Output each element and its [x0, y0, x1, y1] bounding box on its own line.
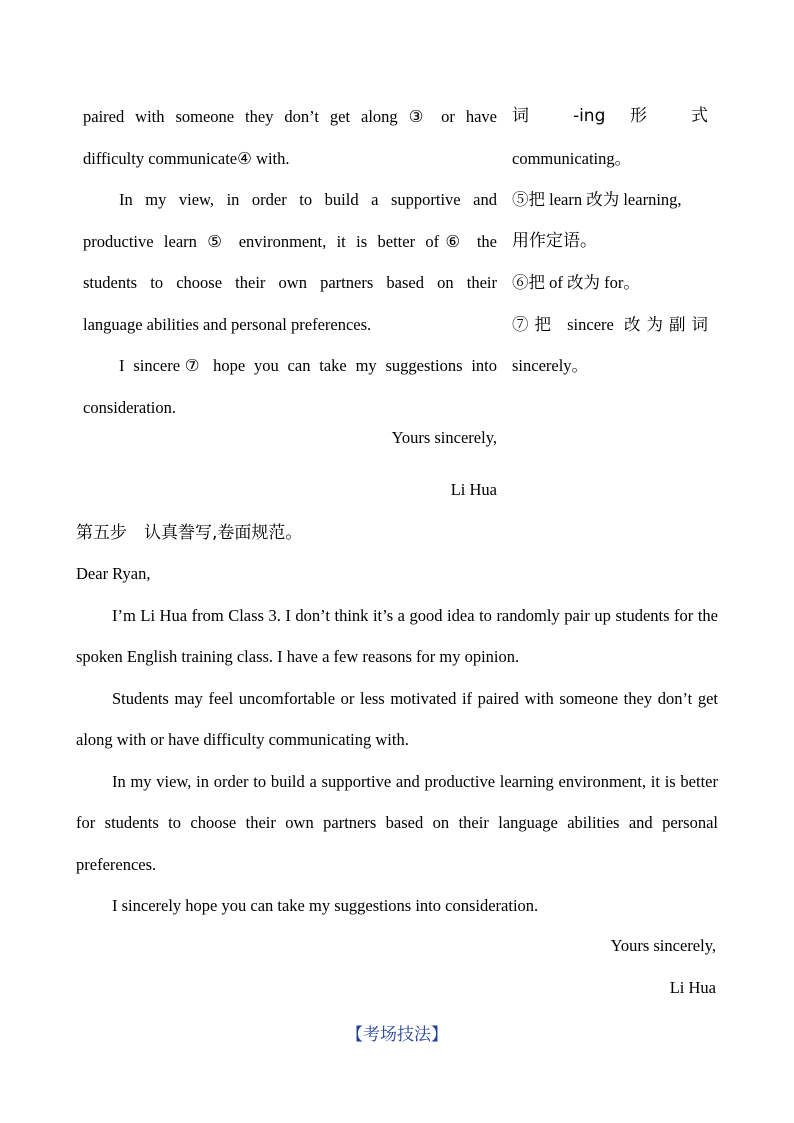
correction-note: ⑤把 learn 改为 learning, [512, 190, 682, 209]
draft-signature: Li Hua [450, 480, 497, 499]
letter-closing: Yours sincerely, [610, 936, 716, 955]
letter-paragraph: Students may feel uncomfortable or less motivated if paired with someone they don’t get along with or have difficulty communicating with. [76, 688, 718, 749]
draft-line: consideration. [83, 397, 177, 417]
correction-note: ⑥把 of 改为 for。 [512, 273, 640, 292]
letter-paragraph: In my view, in order to build a supportive and productive learning environment, it is better for students to choose their own partners based on their language abilities and personal preferences. [76, 771, 718, 874]
draft-line: students to choose their own partners based on their [83, 273, 497, 292]
draft-line: In my view, in order to build a supportive and [119, 190, 497, 209]
correction-notes-column [512, 96, 708, 387]
corrected-draft-column [83, 96, 497, 428]
draft-line: language abilities and personal preferences. [83, 314, 372, 334]
draft-line: difficulty communicate④ with. [83, 148, 290, 168]
draft-line: I sincere⑦ hope you can take my suggestions into [119, 356, 497, 375]
correction-note: sincerely。 [512, 356, 589, 375]
correction-note: 用作定语。 [512, 230, 597, 251]
draft-closing: Yours sincerely, [391, 428, 497, 447]
draft-line: productive learn ⑤ environment, it is better of⑥ the [83, 231, 497, 251]
step-five-title: 第五步 认真誊写,卷面规范。 [76, 523, 303, 543]
draft-line: paired with someone they don’t get along ③ or have [83, 107, 497, 126]
letter-salutation: Dear Ryan, [76, 564, 151, 583]
letter-signature: Li Hua [669, 978, 716, 997]
correction-note: 词 -ing 形 式 [512, 106, 708, 126]
letter-paragraph: I sincerely hope you can take my suggestions into consideration. [112, 896, 539, 915]
correction-note: ⑦把 sincere 改为副词 [512, 314, 708, 334]
letter-paragraph: I’m Li Hua from Class 3. I don’t think it’s a good idea to randomly pair up students for the spoken English training class. I have a few reasons for my opinion. [76, 605, 718, 666]
correction-note: communicating。 [512, 148, 632, 168]
exam-tips-heading: 【考场技法】 [346, 1025, 448, 1045]
final-letter [76, 553, 718, 927]
